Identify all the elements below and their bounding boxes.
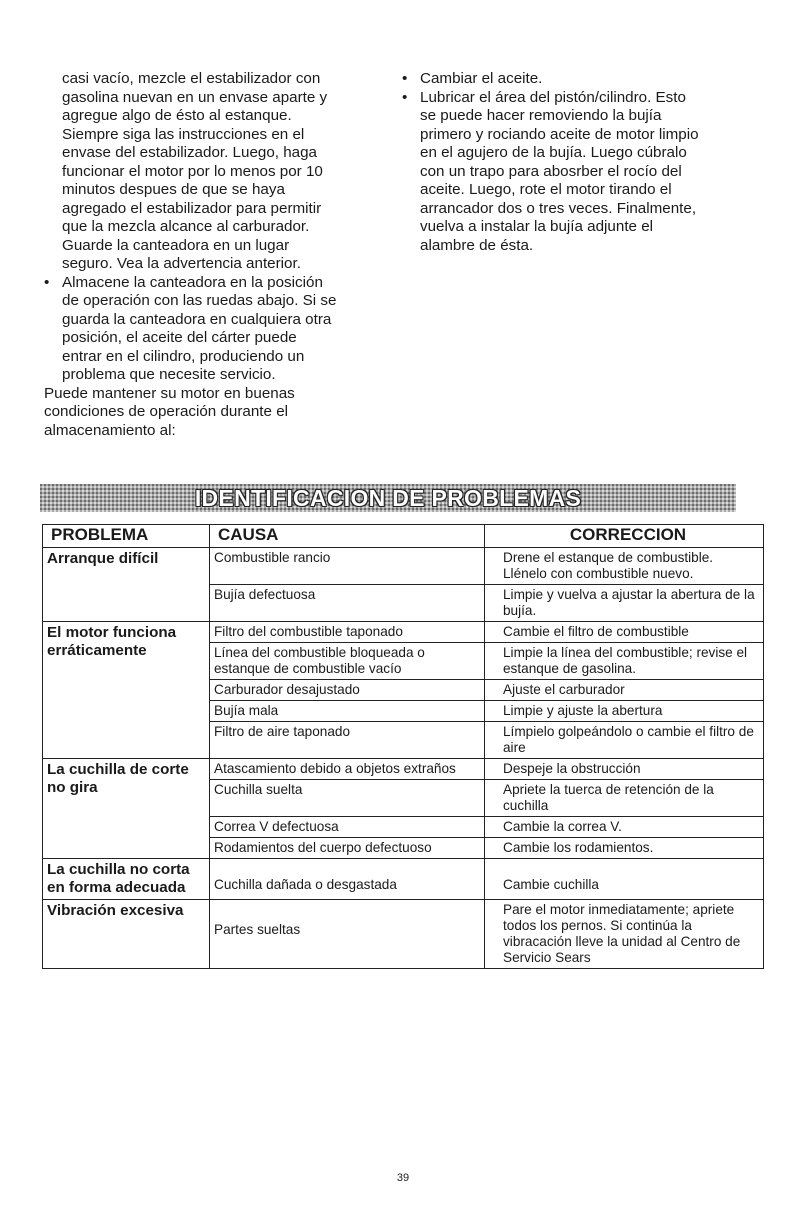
text-line: Almacene la canteadora en la posición	[62, 273, 323, 291]
text-line: que la mezcla alcance al carburador.	[62, 218, 310, 235]
text-line: con un trapo para abosrber el rocío del	[420, 162, 682, 180]
text-line: Cambiar el aceite.	[420, 70, 543, 87]
cause-cell: Correa V defectuosa	[210, 817, 485, 838]
cause-cell: Bujía defectuosa	[210, 585, 485, 622]
header-causa: CAUSA	[210, 525, 485, 548]
cause-cell: Filtro del combustible taponado	[210, 622, 485, 643]
text-line: minutos despues de que se haya	[62, 181, 285, 198]
text-line: almacenamiento al:	[44, 421, 176, 439]
text-line: alambre de ésta.	[420, 236, 534, 254]
lubricate-cylinder-bullet	[402, 89, 742, 256]
text-line: condiciones de operación durante el	[44, 403, 289, 420]
text-line: gasolina nuevan en un envase aparte y	[62, 88, 328, 106]
text-line: seguro. Vea la advertencia anterior.	[62, 255, 301, 272]
cause-cell: Línea del combustible bloqueada o estanque de combustible vacío	[210, 643, 485, 680]
cause-cell: Rodamientos del cuerpo defectuoso	[210, 838, 485, 859]
text-line: Guarde la canteadora en un lugar	[62, 236, 290, 254]
text-line: arrancador dos o tres veces. Finalmente,	[420, 199, 697, 217]
text-line: agregue algo de ésto al estanque.	[62, 107, 292, 124]
cause-cell: Carburador desajustado	[210, 680, 485, 701]
table-row	[43, 900, 764, 969]
text-line: en el agujero de la bujía. Luego cúbralo	[420, 144, 687, 161]
correction-cell: Límpielo golpeándolo o cambie el filtro de aire	[485, 722, 764, 759]
cause-cell: Filtro de aire taponado	[210, 722, 485, 759]
left-column	[44, 70, 374, 440]
text-line: problema que necesite servicio.	[62, 366, 276, 383]
text-line: Siempre siga las instrucciones en el	[62, 125, 305, 143]
text-line: Lubricar el área del pistón/cilindro. Esto	[420, 88, 686, 106]
text-line: entrar en el cilindro, produciendo un	[62, 347, 305, 365]
correction-cell: Cambie el filtro de combustible	[485, 622, 764, 643]
cause-cell: Atascamiento debido a objetos extraños	[210, 759, 485, 780]
bullet-icon: •	[402, 88, 408, 106]
correction-cell: Cambie cuchilla	[485, 859, 764, 900]
text-line: se puede hacer removiendo la bujía	[420, 107, 662, 124]
correction-cell: Limpie y ajuste la abertura	[485, 701, 764, 722]
problem-cell: El motor funciona erráticamente	[43, 622, 210, 759]
section-title: IDENTIFICACION DE PROBLEMAS	[194, 485, 582, 511]
table-row	[43, 622, 764, 643]
engine-storage-paragraph	[44, 385, 374, 441]
table-row	[43, 548, 764, 585]
text-line: guarda la canteadora en cualquiera otra	[62, 310, 332, 328]
cause-cell: Cuchilla dañada o desgastada	[210, 859, 485, 900]
change-oil-bullet	[402, 70, 742, 89]
table-header-row	[43, 525, 764, 548]
text-line: funcionar el motor por lo menos por 10	[62, 162, 323, 180]
problem-cell: La cuchilla de corte no gira	[43, 759, 210, 859]
correction-cell: Ajuste el carburador	[485, 680, 764, 701]
problem-cell: Arranque difícil	[43, 548, 210, 622]
bullet-icon: •	[44, 273, 50, 291]
correction-cell: Limpie y vuelva a ajustar la abertura de la bujía.	[485, 585, 764, 622]
text-line: aceite. Luego, rote el motor tirando el	[420, 181, 672, 198]
correction-cell: Despeje la obstrucción	[485, 759, 764, 780]
cause-cell: Cuchilla suelta	[210, 780, 485, 817]
page-number: 39	[396, 1172, 410, 1184]
correction-cell: Pare el motor inmediatamente; apriete todos los pernos. Si continúa la vibracación lleve la unidad al Centro de Servicio Sears	[485, 900, 764, 969]
correction-cell: Cambie los rodamientos.	[485, 838, 764, 859]
problem-cell: La cuchilla no corta en forma adecuada	[43, 859, 210, 900]
table-row	[43, 759, 764, 780]
text-line: de operación con las ruedas abajo. Si se	[62, 292, 337, 309]
cause-cell: Combustible rancio	[210, 548, 485, 585]
cause-cell: Bujía mala	[210, 701, 485, 722]
text-line: casi vacío, mezcle el estabilizador con	[62, 70, 321, 87]
bullet-icon: •	[402, 70, 408, 87]
right-column	[402, 70, 742, 255]
correction-cell: Apriete la tuerca de retención de la cuchilla	[485, 780, 764, 817]
correction-cell: Cambie la correa V.	[485, 817, 764, 838]
storage-position-bullet	[44, 274, 374, 385]
correction-cell: Limpie la línea del combustible; revise el estanque de gasolina.	[485, 643, 764, 680]
correction-cell: Drene el estanque de combustible. Llénelo con combustible nuevo.	[485, 548, 764, 585]
header-correccion: CORRECCION	[485, 525, 764, 548]
storage-intro-paragraph	[44, 70, 374, 274]
table-row	[43, 859, 764, 900]
troubleshooting-table	[42, 524, 764, 969]
text-line: Puede mantener su motor en buenas	[44, 384, 295, 402]
text-line: posición, el aceite del cárter puede	[62, 329, 297, 346]
text-line: vuelva a instalar la bujía adjunte el	[420, 218, 654, 235]
text-line: envase del estabilizador. Luego, haga	[62, 144, 318, 161]
cause-cell: Partes sueltas	[210, 900, 485, 969]
text-line: agregado el estabilizador para permitir	[62, 199, 322, 217]
problem-cell: Vibración excesiva	[43, 900, 210, 969]
text-line: primero y rociando aceite de motor limpio	[420, 125, 699, 143]
header-problema: PROBLEMA	[43, 525, 210, 548]
section-banner	[40, 484, 736, 512]
